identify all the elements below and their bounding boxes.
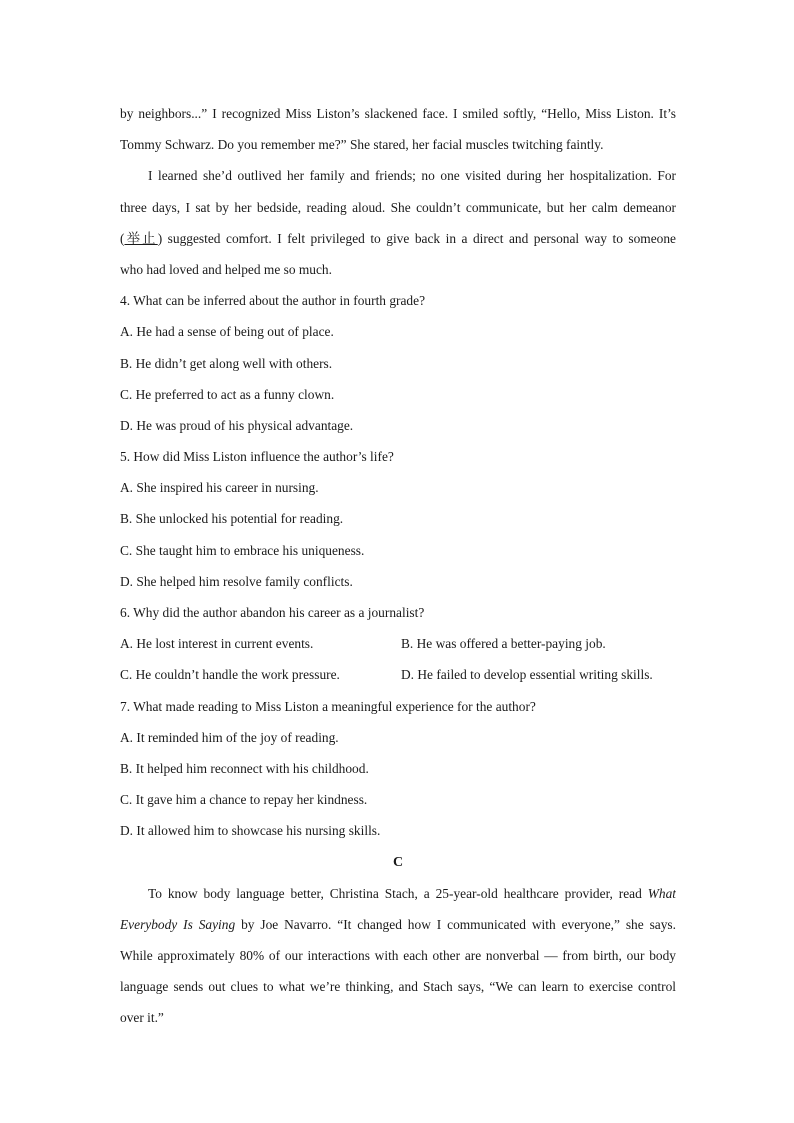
passage-line: While approximately 80% of our interactions with each other are nonverbal — from birth, our body <box>120 948 676 964</box>
answer-option: A. He lost interest in current events. <box>120 636 314 652</box>
passage-line <box>120 909 676 940</box>
passage-line: I learned she’d outlived her family and friends; no one visited during her hospitalization. For <box>148 168 676 184</box>
answer-option: B. He didn’t get along well with others. <box>120 355 333 371</box>
book-title: What <box>647 885 676 901</box>
question-stem: 7. What made reading to Miss Liston a meaningful experience for the author? <box>120 698 536 714</box>
passage-line: who had loved and helped me so much. <box>120 261 332 277</box>
answer-option: D. It allowed him to showcase his nursing skills. <box>120 823 381 839</box>
answer-option: B. He was offered a better-paying job. <box>401 636 606 652</box>
passage-line: Tommy Schwarz. Do you remember me?” She stared, her facial muscles twitching faintly. <box>120 137 604 153</box>
answer-option: B. It helped him reconnect with his childhood. <box>120 760 369 776</box>
chinese-gloss: 举止 <box>124 230 158 246</box>
passage-text: To know body language better, Christina Stach, a 25-year-old healthcare provider, read <box>148 885 642 901</box>
passage-text: by Joe Navarro. “It changed how I communicated with everyone,” she says. <box>241 916 676 932</box>
answer-option: C. He preferred to act as a funny clown. <box>120 386 335 402</box>
book-title: Everybody Is Saying <box>120 916 236 932</box>
answer-option: D. He failed to develop essential writing skills. <box>401 667 653 683</box>
option-row <box>120 659 676 690</box>
passage-line: language sends out clues to what we’re thinking, and Stach says, “We can learn to exercise control <box>120 979 676 995</box>
section-heading: C <box>392 854 404 870</box>
answer-option: D. She helped him resolve family conflicts. <box>120 573 353 589</box>
answer-option: C. It gave him a chance to repay her kindness. <box>120 792 368 808</box>
answer-option: B. She unlocked his potential for reading. <box>120 511 344 527</box>
answer-option: A. She inspired his career in nursing. <box>120 480 319 496</box>
passage-line: by neighbors...” I recognized Miss Liston’s slackened face. I smiled softly, “Hello, Miss Liston. It’s <box>120 106 676 121</box>
answer-option: C. He couldn’t handle the work pressure. <box>120 667 340 683</box>
passage-line: over it.” <box>120 1010 164 1026</box>
answer-option: D. He was proud of his physical advantage. <box>120 417 354 433</box>
passage-text: ) suggested comfort. I felt privileged to give back in a direct and personal way to someone <box>157 230 676 246</box>
question-stem: 6. Why did the author abandon his career as a journalist? <box>120 605 425 620</box>
answer-option: A. He had a sense of being out of place. <box>120 324 334 340</box>
paren-open: ( <box>120 230 125 246</box>
option-row <box>120 628 676 659</box>
document-page <box>120 98 676 1034</box>
question-stem: 4. What can be inferred about the author in fourth grade? <box>120 293 426 309</box>
question-stem: 5. How did Miss Liston influence the author’s life? <box>120 449 394 465</box>
answer-option: C. She taught him to embrace his uniqueness. <box>120 542 365 558</box>
passage-line <box>120 223 676 254</box>
passage-line: three days, I sat by her bedside, reading aloud. She couldn’t communicate, but her calm demeanor <box>120 199 676 215</box>
answer-option: A. It reminded him of the joy of reading. <box>120 729 339 745</box>
passage-line <box>120 878 676 909</box>
